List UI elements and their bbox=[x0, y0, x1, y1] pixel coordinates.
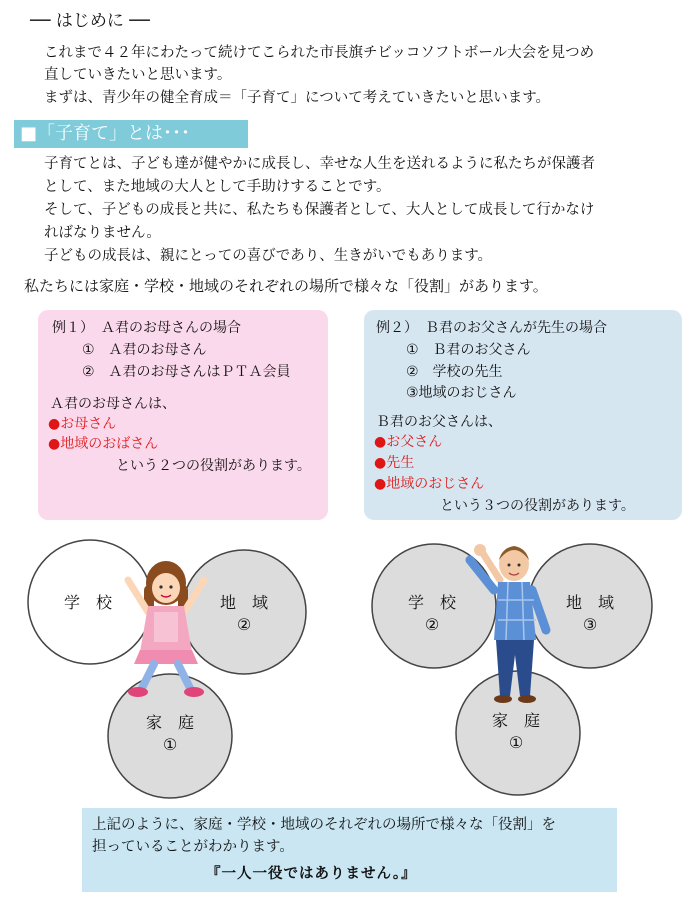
summary-emphasis: 『一人一役ではありません。』 bbox=[206, 866, 417, 882]
example-a-item-2: ② Ａ君のお母さんはＰＴＡ会員 bbox=[82, 364, 291, 380]
bullet-icon: ● bbox=[48, 436, 61, 452]
section-line-2: として、また地域の大人として手助けすることです。 bbox=[44, 179, 391, 195]
summary-line-1: 上記のように、家庭・学校・地域のそれぞれの場所で様々な「役割」を bbox=[92, 817, 556, 833]
intro-heading: ── はじめに ── bbox=[30, 11, 150, 31]
label-home-b-num: ① bbox=[508, 733, 524, 752]
example-b-role-2: ●先生 bbox=[374, 455, 415, 471]
label-area-b: 地 域 bbox=[565, 593, 614, 612]
label-school-b-num: ② bbox=[424, 615, 440, 634]
example-b-item-3: ③地域のおじさん bbox=[406, 385, 517, 401]
example-b-title: 例２） Ｂ君のお父さんが先生の場合 bbox=[376, 320, 607, 336]
label-area-b-num: ③ bbox=[582, 615, 598, 634]
intro-line-1: これまで４２年にわたって続けてこられた市長旗チビッコソフトボール大会を見つめ bbox=[44, 45, 595, 61]
section-line-5: 子どもの成長は、親にとっての喜びであり、生きがいでもあります。 bbox=[44, 248, 493, 264]
summary-box bbox=[82, 808, 617, 892]
intro-line-2: 直していきたいと思います。 bbox=[44, 67, 232, 83]
example-a-title: 例１） Ａ君のお母さんの場合 bbox=[52, 320, 241, 336]
roles-line: 私たちには家庭・学校・地域のそれぞれの場所で様々な「役割」があります。 bbox=[24, 277, 548, 295]
label-home-b: 家 庭 bbox=[491, 711, 540, 730]
example-a-role-2: ●地域のおばさん bbox=[48, 436, 159, 452]
section-line-1: 子育てとは、子ども達が健やかに成長し、幸せな人生を送れるように私たちが保護者 bbox=[44, 156, 595, 172]
bullet-icon: ● bbox=[374, 476, 387, 492]
section-line-4: ればなりません。 bbox=[44, 225, 161, 241]
example-a-lead: Ａ君のお母さんは、 bbox=[50, 396, 176, 412]
section-title: ■「子育て」とは･･･ bbox=[20, 123, 191, 144]
example-b-role-1: ●お父さん bbox=[374, 434, 443, 450]
intro-line-3: まずは、青少年の健全育成＝「子育て」について考えていきたいと思います。 bbox=[44, 90, 551, 106]
example-a-conclusion: という２つの役割があります。 bbox=[116, 458, 311, 474]
bullet-icon: ● bbox=[48, 416, 61, 432]
example-b-conclusion: という３つの役割があります。 bbox=[440, 498, 635, 514]
label-home-a-num: ① bbox=[162, 735, 178, 754]
bullet-icon: ● bbox=[374, 434, 387, 450]
example-a-role-1: ●お母さん bbox=[48, 416, 117, 432]
label-school-a: 学 校 bbox=[63, 593, 112, 612]
summary-line-2: 担っていることがわかります。 bbox=[92, 839, 294, 855]
label-area-a-num: ② bbox=[236, 615, 252, 634]
example-a-item-1: ① Ａ君のお母さん bbox=[82, 342, 207, 358]
label-area-a: 地 域 bbox=[219, 593, 268, 612]
example-b-item-2: ② 学校の先生 bbox=[406, 364, 503, 380]
section-line-3: そして、子どもの成長と共に、私たちも保護者として、大人として成長して行かなけ bbox=[44, 202, 595, 218]
bullet-icon: ● bbox=[374, 455, 387, 471]
example-b-lead: Ｂ君のお父さんは、 bbox=[376, 414, 502, 430]
label-home-a: 家 庭 bbox=[145, 713, 194, 732]
example-b-item-1: ① Ｂ君のお父さん bbox=[406, 342, 531, 358]
label-school-b: 学 校 bbox=[407, 593, 456, 612]
example-b-role-3: ●地域のおじさん bbox=[374, 476, 485, 492]
